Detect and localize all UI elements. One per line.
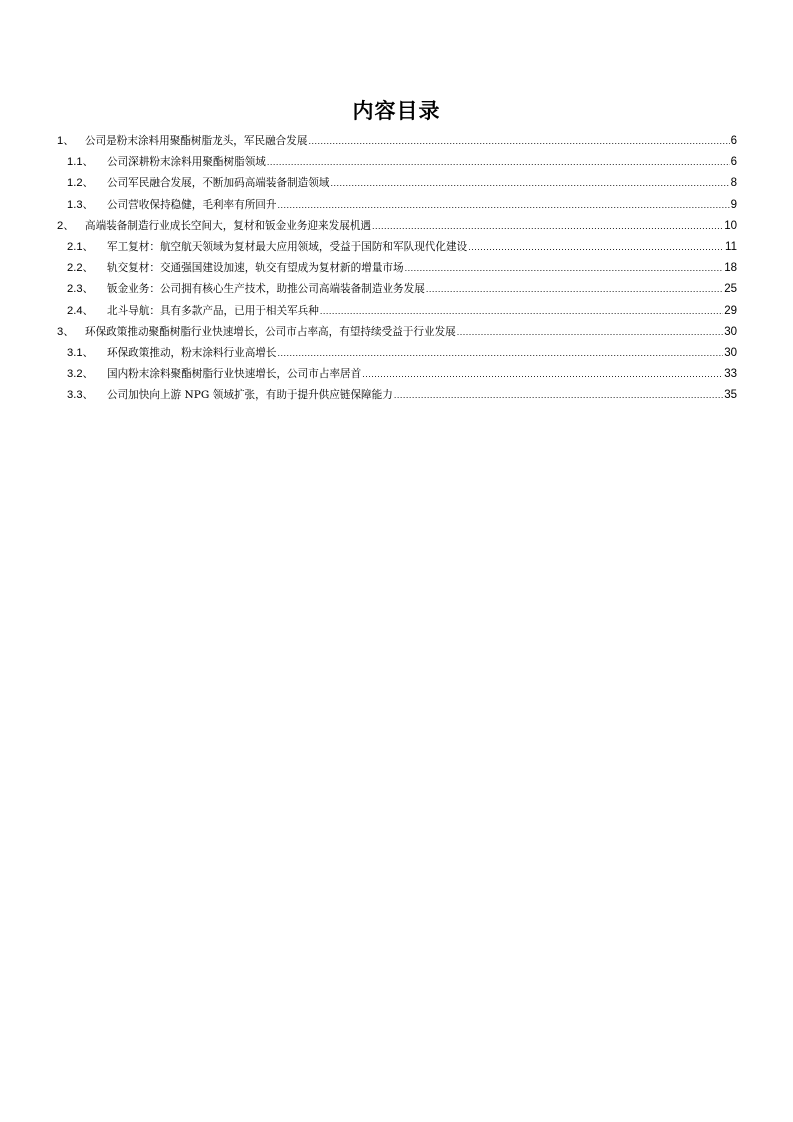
toc-entry-number: 2.2、 <box>67 262 94 275</box>
toc-dot-leader <box>330 173 729 194</box>
toc-entry-number: 1.1、 <box>67 156 94 169</box>
toc-dot-leader <box>372 216 723 237</box>
toc-entry[interactable] <box>57 131 737 152</box>
toc-entry-title: 高端装备制造行业成长空间大，复材和钣金业务迎来发展机遇 <box>85 219 372 232</box>
toc-entry[interactable] <box>57 322 737 343</box>
toc-entry[interactable] <box>57 258 737 279</box>
toc-dot-leader <box>267 152 730 173</box>
toc-entry-page: 18 <box>724 262 737 275</box>
toc-entry-title: 北斗导航：具有多款产品，已用于相关军兵种 <box>107 304 319 317</box>
toc-entry-number: 2.3、 <box>67 283 94 296</box>
toc-entry-title: 军工复材：航空航天领域为复材最大应用领域，受益于国防和军队现代化建设 <box>107 240 468 253</box>
toc-entry-page: 9 <box>730 198 737 211</box>
toc-entry-number: 3.1、 <box>67 346 94 359</box>
toc-dot-leader <box>405 258 724 279</box>
toc-entry-number: 1、 <box>57 135 75 147</box>
toc-entry-title: 轨交复材：交通强国建设加速，轨交有望成为复材新的增量市场 <box>107 262 404 275</box>
toc-entry-page: 8 <box>730 177 737 190</box>
toc-entry-title: 公司是粉末涂料用聚酯树脂龙头，军民融合发展 <box>85 135 308 147</box>
toc-entry[interactable] <box>57 343 737 364</box>
toc-entry[interactable] <box>57 279 737 300</box>
toc-entry-number: 1.3、 <box>67 198 94 211</box>
toc-entry-number: 3.3、 <box>67 389 94 402</box>
toc-dot-leader <box>320 301 723 322</box>
table-of-contents <box>57 131 737 406</box>
toc-entry-page: 11 <box>725 240 737 253</box>
toc-entry[interactable] <box>57 173 737 194</box>
toc-dot-leader <box>426 279 723 300</box>
toc-entry[interactable] <box>57 364 737 385</box>
toc-entry[interactable] <box>57 195 737 216</box>
toc-dot-leader <box>468 237 724 258</box>
toc-dot-leader <box>278 195 730 216</box>
toc-entry-title: 公司深耕粉末涂料用聚酯树脂领域 <box>107 156 266 169</box>
toc-entry-number: 1.2、 <box>67 177 94 190</box>
toc-entry-page: 30 <box>724 325 737 338</box>
toc-entry-number: 3.2、 <box>67 368 94 381</box>
toc-entry-number: 2.1、 <box>67 240 94 253</box>
toc-entry-page: 30 <box>724 346 737 359</box>
toc-entry-title: 环保政策推动聚酯树脂行业快速增长，公司市占率高，有望持续受益于行业发展 <box>85 325 456 338</box>
toc-dot-leader <box>457 322 723 343</box>
toc-entry-title: 公司军民融合发展，不断加码高端装备制造领域 <box>107 177 330 190</box>
toc-entry[interactable] <box>57 216 737 237</box>
toc-entry-number: 2、 <box>57 219 75 232</box>
toc-entry-title: 钣金业务：公司拥有核心生产技术，助推公司高端装备制造业务发展 <box>107 283 425 296</box>
page-title: 内容目录 <box>352 99 441 123</box>
toc-entry-page: 6 <box>730 156 737 169</box>
toc-entry[interactable] <box>57 152 737 173</box>
toc-entry-title: 国内粉末涂料聚酯树脂行业快速增长，公司市占率居首 <box>107 368 362 381</box>
toc-entry-page: 25 <box>724 283 737 296</box>
toc-entry-page: 35 <box>724 389 737 402</box>
toc-entry-page: 33 <box>724 368 737 381</box>
toc-dot-leader <box>362 364 723 385</box>
toc-entry-title: 公司加快向上游 NPG 领域扩张，有助于提升供应链保障能力 <box>107 389 393 402</box>
toc-entry-title: 环保政策推动，粉末涂料行业高增长 <box>107 346 277 359</box>
toc-entry-page: 29 <box>724 304 737 317</box>
toc-entry-title: 公司营收保持稳健，毛利率有所回升 <box>107 198 277 211</box>
toc-entry[interactable] <box>57 301 737 322</box>
toc-entry-number: 2.4、 <box>67 304 94 317</box>
toc-entry-number: 3、 <box>57 325 75 338</box>
toc-dot-leader <box>308 131 729 152</box>
toc-entry-page: 6 <box>730 135 737 147</box>
toc-entry[interactable] <box>57 237 737 258</box>
toc-entry-page: 10 <box>724 219 737 232</box>
toc-dot-leader <box>394 385 723 406</box>
toc-entry[interactable] <box>57 385 737 406</box>
toc-dot-leader <box>278 343 724 364</box>
